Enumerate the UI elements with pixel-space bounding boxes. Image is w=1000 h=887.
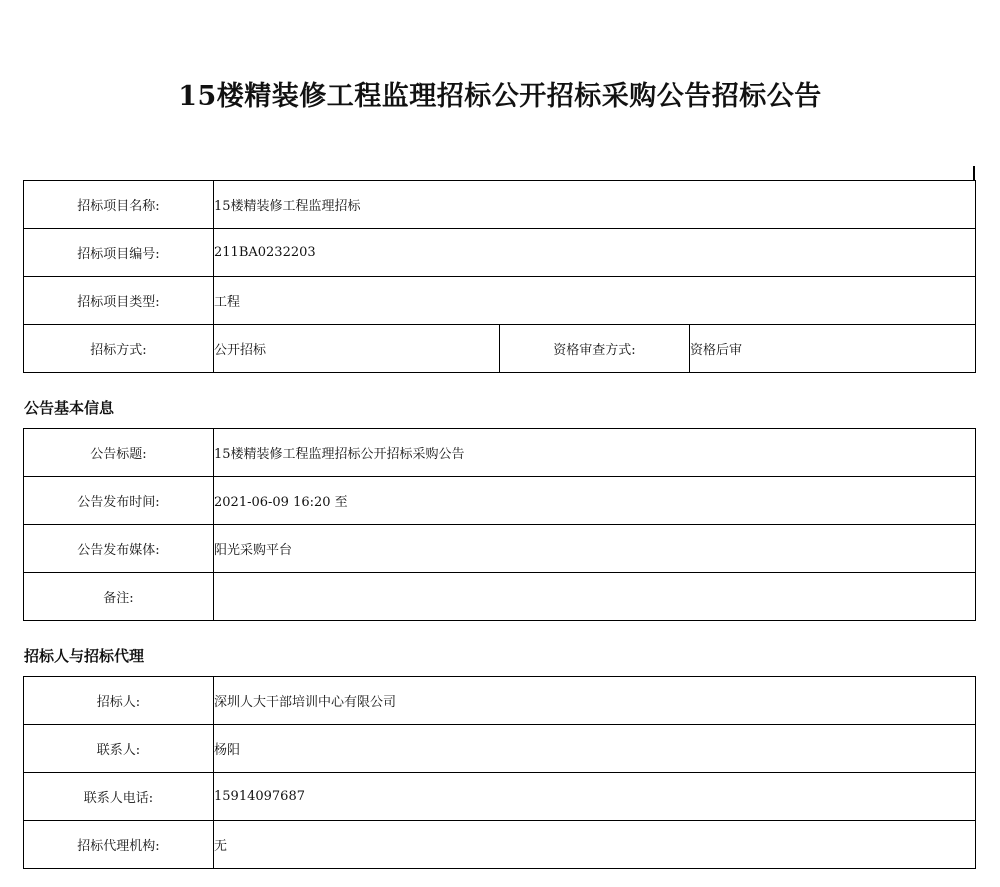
project-number-label: 招标项目编号: <box>24 229 214 277</box>
table-row <box>24 725 976 773</box>
tender-method-label: 招标方式: <box>24 325 214 373</box>
table-row <box>24 181 976 229</box>
table-row <box>24 677 976 725</box>
publish-media-value: 阳光采购平台 <box>214 525 976 573</box>
project-number-value: 211BA0232203 <box>214 229 976 277</box>
announcement-title-label: 公告标题: <box>24 429 214 477</box>
tenderer-label: 招标人: <box>24 677 214 725</box>
project-type-value: 工程 <box>214 277 976 325</box>
table-row <box>24 821 976 869</box>
agency-label: 招标代理机构: <box>24 821 214 869</box>
tenderer-section-title: 招标人与招标代理 <box>24 647 145 665</box>
contact-value: 杨阳 <box>214 725 976 773</box>
agency-value: 无 <box>214 821 976 869</box>
remarks-label: 备注: <box>24 573 214 621</box>
qualification-review-value: 资格后审 <box>690 325 976 373</box>
publish-time-value: 2021-06-09 16:20 至 <box>214 477 976 525</box>
table-row <box>24 477 976 525</box>
project-name-value: 15楼精装修工程监理招标 <box>214 181 976 229</box>
announcement-info-table <box>23 428 976 621</box>
tenderer-info-table <box>23 676 976 869</box>
tender-method-value: 公开招标 <box>214 325 500 373</box>
table-row <box>24 773 976 821</box>
contact-phone-value: 15914097687 <box>214 773 976 821</box>
table-row <box>24 277 976 325</box>
table-edge-mark <box>973 166 975 180</box>
tenderer-value: 深圳人大干部培训中心有限公司 <box>214 677 976 725</box>
project-info-table <box>23 180 976 373</box>
table-row <box>24 429 976 477</box>
page-title: 15楼精装修工程监理招标公开招标采购公告招标公告 <box>178 81 822 112</box>
remarks-value <box>214 573 976 621</box>
publish-time-label: 公告发布时间: <box>24 477 214 525</box>
contact-label: 联系人: <box>24 725 214 773</box>
table-row <box>24 325 976 373</box>
table-row <box>24 525 976 573</box>
qualification-review-label: 资格审查方式: <box>500 325 690 373</box>
publish-media-label: 公告发布媒体: <box>24 525 214 573</box>
announcement-title-value: 15楼精装修工程监理招标公开招标采购公告 <box>214 429 976 477</box>
announcement-section-title: 公告基本信息 <box>24 399 115 417</box>
project-type-label: 招标项目类型: <box>24 277 214 325</box>
table-row <box>24 229 976 277</box>
contact-phone-label: 联系人电话: <box>24 773 214 821</box>
project-name-label: 招标项目名称: <box>24 181 214 229</box>
table-row <box>24 573 976 621</box>
